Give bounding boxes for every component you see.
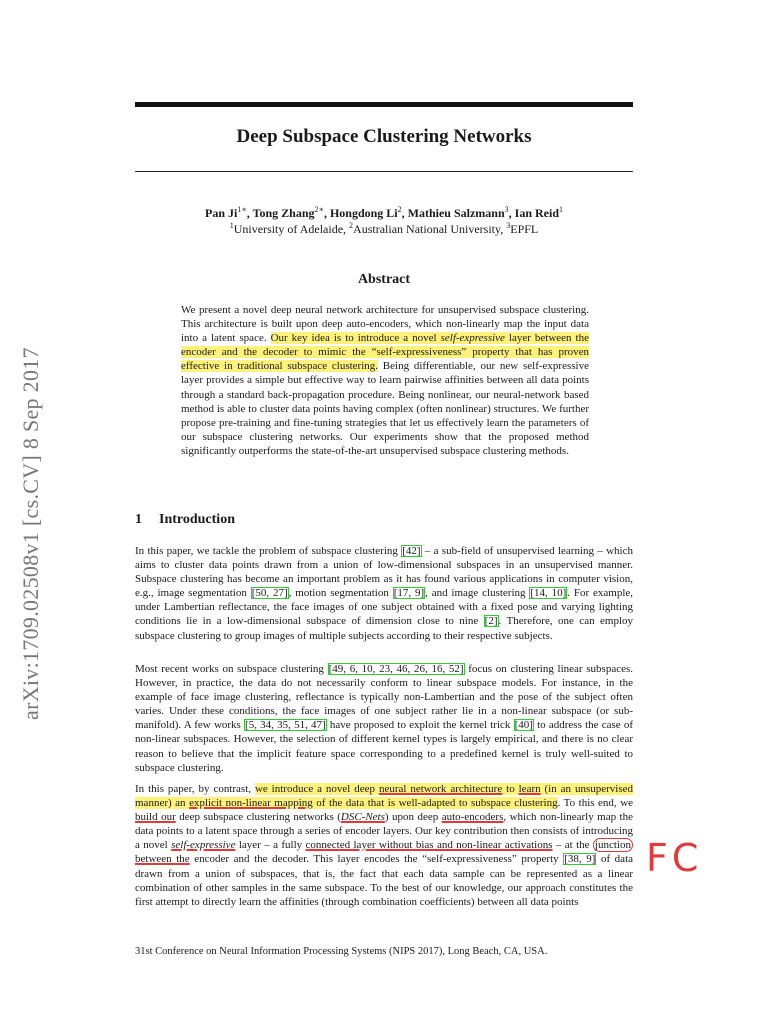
text-span: we introduce a novel deep [254, 783, 379, 795]
abstract-span: We present a novel deep neural network architecture for unsupervised subspace clustering. This architecture is built upon deep auto-encoders, which non-linearly map the input data into a latent space. [181, 304, 589, 345]
text-span: , and image clustering [425, 587, 530, 600]
text-span: ) upon deep [384, 811, 442, 824]
citation-link[interactable]: [38, 9] [564, 853, 596, 866]
emphasis-term: DSC-Nets [340, 811, 385, 824]
affiliation-text: EPFL [510, 222, 539, 236]
intro-paragraph-3 [135, 782, 633, 909]
text-span: deep subspace clustering networks ( [175, 811, 341, 824]
citation-link[interactable]: [17, 9] [393, 587, 425, 600]
text-span: to address the case of non-linear subspaces. However, the selection of different kernel types is largely empirical, and there is no clear reason to believe that the implicit feature space corresponding to a predefined kernel is truly well-suited to subspace clustering. [135, 719, 634, 774]
citation-link[interactable]: [2] [484, 615, 498, 628]
affiliation-mark: 2 [349, 221, 354, 230]
text-span: . To this end, we [557, 797, 634, 810]
paper-title: Deep Subspace Clustering Networks [236, 126, 532, 147]
abstract-emphasis: self-expressive [440, 332, 505, 345]
red-underline: explicit non-linear mapping [189, 797, 313, 810]
text-span: Most recent works on subspace clustering [135, 663, 328, 675]
citation-link[interactable]: [49, 6, 10, 23, 46, 26, 16, 52] [328, 663, 464, 675]
text-span: layer – a fully [235, 839, 306, 852]
author-list: Pan $Ji^{1∗}$, Tong Zhang$^{2∗}$, Hongdong Li$^2$, Mathieu Salzmann$^3$, Ian Reid$^1$ [204, 205, 563, 220]
text-span: of data drawn from a union of subspaces, that is, the fact that each data sample can be represented as a linear combination of other samples in the same subspace. To the best of our knowledge, our approach constitutes the first attempt to directly learn the affinities (through combination coefficients) between all data points [135, 853, 634, 908]
text-span: encoder and the decoder. This layer encodes the “self-expressiveness” property [189, 853, 564, 866]
text-span: In this paper, by contrast, [135, 783, 255, 795]
text-span: . Therefore, one can employ subspace clustering to group images of multiple subjects according to their respective subjects. [135, 615, 633, 642]
author-name: Hongdong Li [329, 206, 398, 220]
text-span: In this paper, we tackle the problem of subspace clustering [135, 545, 402, 557]
citation-link[interactable]: [50, 27] [251, 587, 288, 600]
section-number: 1 [135, 512, 142, 527]
arxiv-stamp: arXiv:1709.02508v1 [cs.CV] 8 Sep 2017 [18, 347, 43, 720]
title-rule-bottom [135, 171, 633, 172]
text-span: , motion segmentation [288, 587, 393, 600]
intro-paragraph-1 [135, 544, 633, 643]
red-circle-annotation: junction [594, 839, 631, 852]
handwritten-annotation: FC [646, 836, 703, 880]
author-mark: 2 [397, 205, 402, 214]
red-underline: connected layer without bias and non-linear activations [305, 839, 553, 852]
red-underline: build our [135, 811, 176, 824]
author-mark: 2∗ [314, 205, 324, 214]
abstract-span: Our key idea is to introduce a novel [270, 332, 441, 345]
citation-link[interactable]: [5, 34, 35, 51, 47] [245, 719, 326, 732]
affiliation-text: University of Adelaide, [233, 222, 350, 236]
text-span: of the data that is well-adapted to subspace clustering [312, 797, 558, 810]
intro-paragraph-2 [135, 662, 633, 775]
affiliation-text: Australian National University, [353, 222, 507, 236]
text-span: – a sub-field of unsupervised learning – which aims to cluster data points drawn from a union of low-dimensional subspaces in an unsupervised manner. Subspace clustering has become an important problem as it has found various applications in computer vision, e.g., image segmentation [135, 545, 633, 600]
author-name: Ian Reid [514, 206, 559, 220]
abstract-heading: Abstract [357, 272, 411, 287]
title-rule-top [135, 102, 633, 107]
author-mark: 1∗ [237, 205, 247, 214]
author-name: Tong Zhang [252, 206, 315, 220]
affiliations [135, 221, 633, 237]
citation-link[interactable]: [40] [514, 719, 533, 732]
author-mark: 1 [559, 205, 563, 214]
abstract-span: Being differentiable, our new self-expressive layer provides a simple but effective way to learn pairwise affinities between all data points through a standard back-propagation procedure. Being nonlinear, our neural-network based method is able to cluster data points having complex (often nonlinear) structures. We further propose pre-training and fine-tuning strategies that let us effectively learn the parameters of our subspace clustering networks. Our experiments show that the proposed method significantly outperforms the state-of-the-art unsupervised subspace clustering methods. [181, 360, 589, 457]
text-span: , which non-linearly map the data points to a latent space through a series of encoder layers. Our key contribution then consists of introducing a novel [135, 811, 633, 852]
section-heading [135, 512, 235, 528]
conference-footnote: 31st Conference on Neural Information Processing Systems (NIPS 2017), Long Beach, CA, USA. [135, 946, 548, 957]
citation-link[interactable]: [42] [402, 545, 421, 557]
text-span: (in an unsupervised manner) an [135, 783, 633, 810]
text-span: have proposed to exploit the kernel trick [326, 719, 514, 732]
red-underline: between the [135, 853, 190, 866]
text-span: – at the [552, 839, 593, 852]
citation-link[interactable]: [14, 10] [530, 587, 567, 600]
section-title: Introduction [159, 512, 235, 527]
emphasis-term: self-expressive [171, 839, 236, 852]
text-span: to [502, 783, 519, 795]
abstract-text [181, 303, 589, 458]
red-underline: auto-encoders [441, 811, 504, 824]
author-name: Mathieu Salzmann [407, 206, 505, 220]
red-underline: neural network architecture [378, 783, 503, 795]
text-span: focus on clustering linear subspaces. However, in practice, the data do not necessarily conform to linear subspace models. For instance, in the example of face image clustering, reflectance is typically non-Lambertian and the pose of the subject often varies. Under these conditions, the face images of one subject rather lie in a non-linear subspace (or sub-manifold). A few works [135, 663, 634, 732]
author-name: Pan Ji [204, 206, 238, 220]
affiliation-mark: 3 [506, 221, 511, 230]
red-underline: learn [518, 783, 541, 795]
author-mark: 3 [504, 205, 509, 214]
text-span: . For example, under Lambertian reflectance, the face images of one subject obtained with a fixed pose and varying lighting conditions lie in a low-dimensional subspace of dimension close to nine [135, 587, 634, 628]
affiliation-mark: 1 [229, 221, 234, 230]
abstract-span: layer between the encoder and the decoder to mimic the “self-expressiveness” property that has proven effective in traditional subspace clustering. [181, 332, 589, 373]
